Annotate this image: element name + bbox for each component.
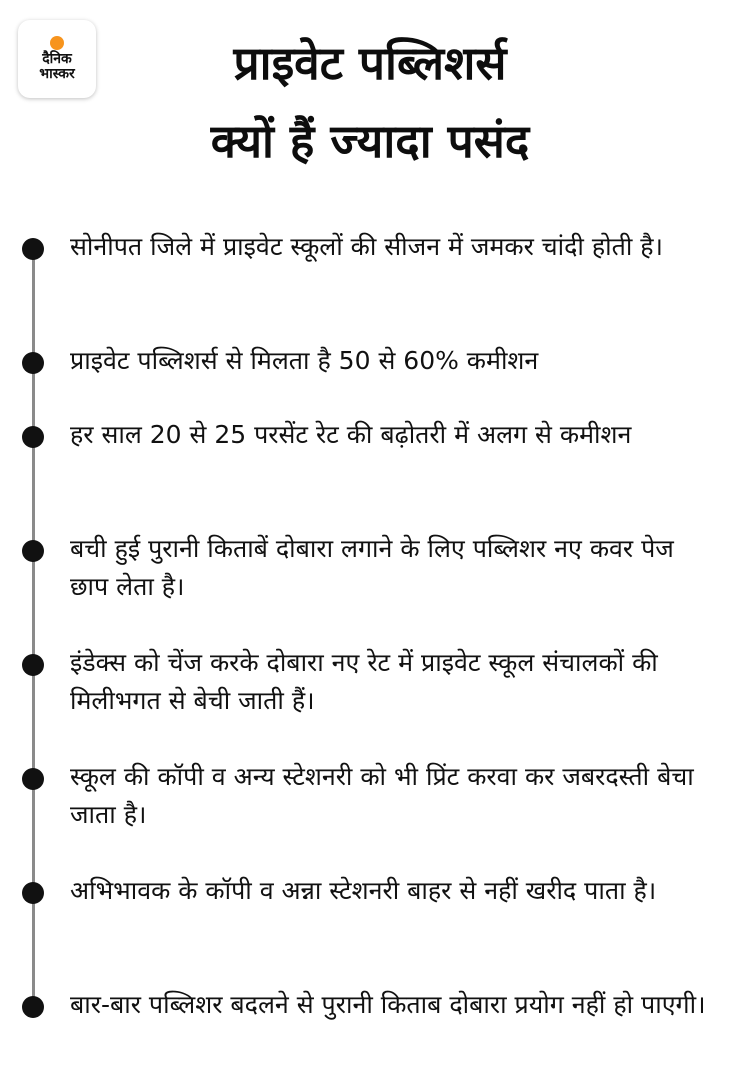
list-item-text: प्राइवेट पब्लिशर्स से मिलता है 50 से 60% कमीशन	[70, 346, 539, 375]
bullet-dot	[22, 654, 44, 676]
bullet-dot	[22, 238, 44, 260]
title-line-1: प्राइवेट पब्लिशर्स	[233, 36, 507, 90]
list-item-text: स्कूल की कॉपी व अन्य स्टेशनरी को भी प्रिंट करवा कर जबरदस्ती बेचा जाता है।	[70, 762, 694, 829]
list-item-text: हर साल 20 से 25 परसेंट रेट की बढ़ोतरी में अलग से कमीशन	[70, 420, 632, 449]
bullet-dot	[22, 882, 44, 904]
bullet-dot	[22, 540, 44, 562]
title-line-2: क्यों हैं ज्यादा पसंद	[210, 114, 530, 168]
list-item-text: सोनीपत जिले में प्राइवेट स्कूलों की सीजन में जमकर चांदी होती है।	[70, 232, 664, 261]
bullet-dot	[22, 768, 44, 790]
bullet-dot	[22, 426, 44, 448]
list-item-text: बची हुई पुरानी किताबें दोबारा लगाने के लिए पब्लिशर नए कवर पेज छाप लेता है।	[70, 534, 674, 601]
logo-text-line2: भास्कर	[39, 66, 75, 82]
bullet-dot	[22, 352, 44, 374]
list-item-text: बार-बार पब्लिशर बदलने से पुरानी किताब दोबारा प्रयोग नहीं हो पाएगी।	[70, 990, 706, 1019]
list-item-text: इंडेक्स को चेंज करके दोबारा नए रेट में प्राइवेट स्कूल संचालकों की मिलीभगत से बेची जाती हैं।	[70, 648, 658, 715]
bullet-dot	[22, 996, 44, 1018]
logo-text-line1: दैनिक	[42, 51, 72, 67]
list-item-text: अभिभावक के कॉपी व अन्ना स्टेशनरी बाहर से नहीं खरीद पाता है।	[70, 876, 657, 905]
